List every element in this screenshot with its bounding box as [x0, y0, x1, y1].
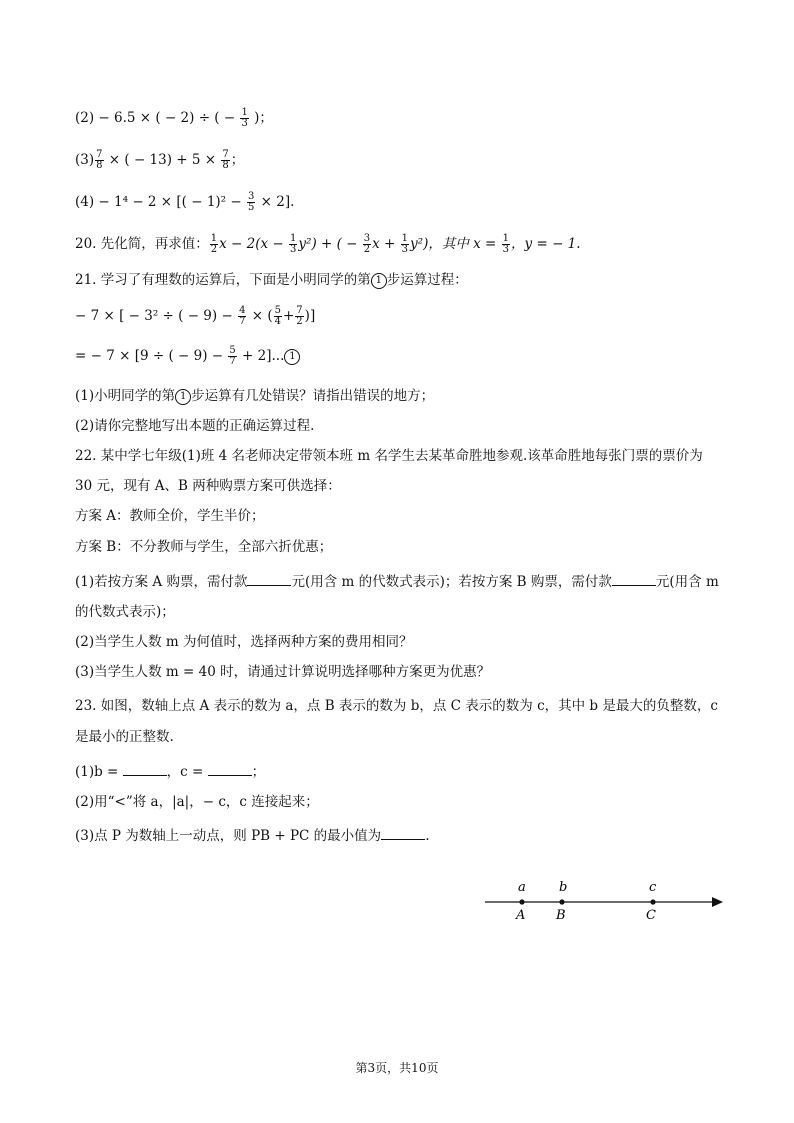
answer-blank — [247, 572, 291, 586]
q23-subq1: (1)b = ，c = ； — [75, 764, 266, 780]
point-a-dot — [519, 899, 524, 904]
fraction: $\frac{3}{5}$ — [248, 191, 255, 213]
fraction: $\frac{7}{8}$ — [96, 149, 103, 171]
q19-part2: (2) − 6.5 × ( − 2) ÷ ( − $\frac{1}{3}$ )； — [75, 107, 273, 129]
q21-subq1: (1)小明同学的第 1 步运算有几处错误？请指出错误的地方； — [75, 388, 435, 404]
fraction: $\frac{7}{8}$ — [222, 149, 229, 171]
q23-subq3: (3)点 P 为数轴上一动点，则 PB + PC 的最小值为 . — [75, 828, 430, 844]
q21-equation-1: − 7 × [ − 3² ÷ ( − 9) − $\frac{4}{7}$ × ( $\frac{5}{4}$ + $\frac{7}{2}$ )] — [75, 305, 316, 327]
q23-subq2: (2)用“<”将 a，|a|，− c，c 连接起来； — [75, 794, 319, 810]
fraction: $\frac{4}{7}$ — [239, 305, 246, 327]
number-line-figure — [480, 875, 740, 935]
answer-blank — [123, 762, 167, 776]
label-b-upper: B — [556, 908, 566, 923]
page-footer: 第3页，共10页 — [355, 1061, 439, 1075]
circled-one: 1 — [175, 389, 191, 405]
point-b-dot — [559, 899, 564, 904]
q22-subq3: (3)当学生人数 m = 40 时，请通过计算说明选择哪种方案更为优惠？ — [75, 664, 491, 680]
q22-subq2: (2)当学生人数 m 为何值时，选择两种方案的费用相同？ — [75, 634, 413, 650]
circled-one: 1 — [284, 349, 300, 365]
fraction: $\frac{1}{3}$ — [290, 233, 297, 255]
answer-blank — [208, 762, 252, 776]
fraction: $\frac{3}{2}$ — [363, 233, 371, 255]
label-c-lower: c — [649, 880, 657, 895]
answer-blank — [381, 826, 425, 840]
q19-part4: (4) − 1⁴ − 2 × [( − 1)² − $\frac{3}{5}$ × 2]. — [75, 191, 295, 213]
label-b-lower: b — [559, 880, 568, 895]
fraction: $\frac{5}{4}$ — [274, 305, 281, 327]
fraction: $\frac{1}{3}$ — [401, 233, 409, 255]
q21-equation-2: = − 7 × [9 ÷ ( − 9) − $\frac{5}{7}$ + 2]... 1 — [75, 346, 300, 367]
plan-a: 方案 A：教师全价，学生半价； — [75, 508, 265, 524]
label-c-upper: C — [646, 908, 656, 923]
question-20: 20. 先化简，再求值： $\frac{1}{2}$ x − 2(x − $\frac{1}{3}$ y²) + ( − $\frac{3}{2}$ x + $\frac{1}{3}$ y²)，其中 x = $\frac{1}{3}$ ，y = − 1. — [75, 233, 581, 255]
question-23-line1: 23. 如图，数轴上点 A 表示的数为 a，点 B 表示的数为 b，点 C 表示的数为 c，其中 b 是最大的负整数，c — [75, 698, 718, 714]
q21-subq2: (2)请你完整地写出本题的正确运算过程. — [75, 418, 315, 434]
label-a-upper: A — [516, 908, 526, 923]
question-21-intro: 21. 学习了有理数的运算后，下面是小明同学的第 1 步运算过程： — [75, 272, 468, 288]
fraction: $\frac{7}{2}$ — [296, 305, 303, 327]
question-23-line2: 是最小的正整数. — [75, 729, 174, 745]
q19-part3: (3) $\frac{7}{8}$ × ( − 13) + 5 × $\frac{7}{8}$ ； — [75, 149, 245, 171]
fraction: $\frac{1}{3}$ — [502, 233, 510, 255]
fraction: $\frac{1}{2}$ — [210, 233, 218, 255]
q22-subq1: (1)若按方案 A 购票，需付款 元(用含 m 的代数式表示)；若按方案 B 购票，需付款 元(用含 m — [75, 574, 719, 590]
fraction: $\frac{5}{7}$ — [229, 345, 236, 367]
arrow-head-icon — [712, 897, 723, 907]
fraction: $\frac{1}{3}$ — [241, 107, 248, 129]
label-a-lower: a — [518, 880, 526, 895]
question-22-line1: 22. 某中学七年级(1)班 4 名老师决定带领本班 m 名学生去某革命胜地参观.该革命胜地每张门票的票价为 — [75, 448, 703, 464]
answer-blank — [612, 572, 656, 586]
plan-b: 方案 B：不分教师与学生，全部六折优惠； — [75, 539, 333, 555]
circled-one: 1 — [371, 273, 387, 289]
question-22-line2: 30 元，现有 A、B 两种购票方案可供选择： — [75, 478, 341, 494]
q22-subq1-cont: 的代数式表示)； — [75, 604, 175, 620]
point-c-dot — [650, 899, 655, 904]
